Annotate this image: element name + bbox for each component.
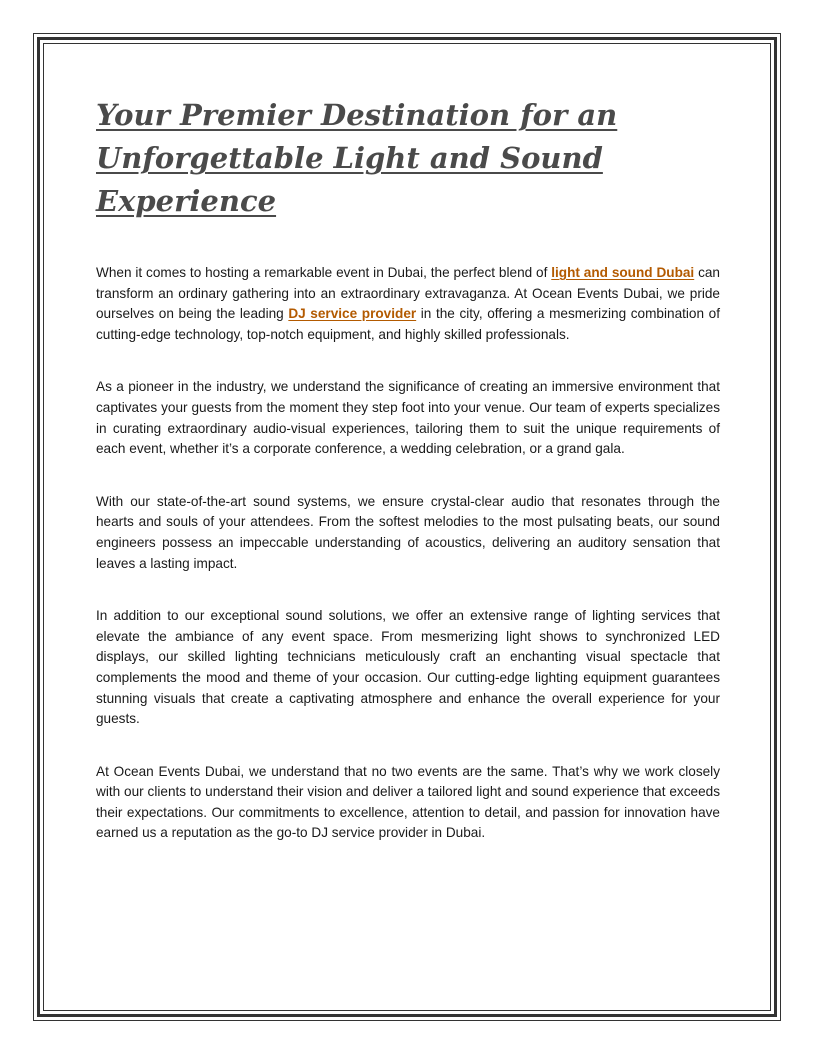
paragraph-5: At Ocean Events Dubai, we understand that no two events are the same. That’s why we work closely with our clients to understand their vision and deliver a tailored light and sound experience that exceeds their expectations. Our commitments to excellence, attention to detail, and passion for innovation have earned us a reputation as the go-to DJ service provider in Dubai. xyxy=(96,763,720,841)
paragraph-4: In addition to our exceptional sound solutions, we offer an extensive range of lighting services that elevate the ambiance of any event space. From mesmerizing light shows to synchronized LED displays, our skilled lighting technicians meticulously craft an enchanting visual spectacle that complements the mood and theme of your occasion. Our cutting-edge lighting equipment guarantees stunning visuals that create a captivating atmosphere and enhance the overall experience for your guests. xyxy=(96,608,720,727)
document-title: Your Premier Destination for an Unforgettable Light and Sound Experience xyxy=(96,98,618,218)
paragraph-2: As a pioneer in the industry, we understand the significance of creating an immersive environment that captivates your guests from the moment they step foot into your venue. Our team of experts specializes in curating extraordinary audio-visual experiences, tailoring them to suit the unique requirements of each event, whether it’s a corporate conference, a wedding celebration, or a grand gala. xyxy=(96,379,720,457)
paragraph-1 xyxy=(96,263,720,345)
document-body xyxy=(96,94,720,844)
dj-service-provider-link[interactable]: DJ service provider xyxy=(288,306,417,322)
paragraph-1-text-c: in the city, offering a mesmerizing combination of cutting-edge technology, top-notch equipment, and highly skilled professionals. xyxy=(96,306,720,342)
paragraph-3: With our state-of-the-art sound systems, we ensure crystal-clear audio that resonates through the hearts and souls of your attendees. From the softest melodies to the most pulsating beats, our sound engineers possess an impeccable understanding of acoustics, delivering an auditory sensation that leaves a lasting impact. xyxy=(96,493,720,571)
paragraph-1-text-a: When it comes to hosting a remarkable event in Dubai, the perfect blend of xyxy=(96,265,552,280)
light-and-sound-dubai-link[interactable]: light and sound Dubai xyxy=(551,265,695,280)
paragraph-1-text-b: can transform an ordinary gathering into an extraordinary extravaganza. At Ocean Events Dubai, we pride ourselves on being the leading xyxy=(96,265,720,322)
